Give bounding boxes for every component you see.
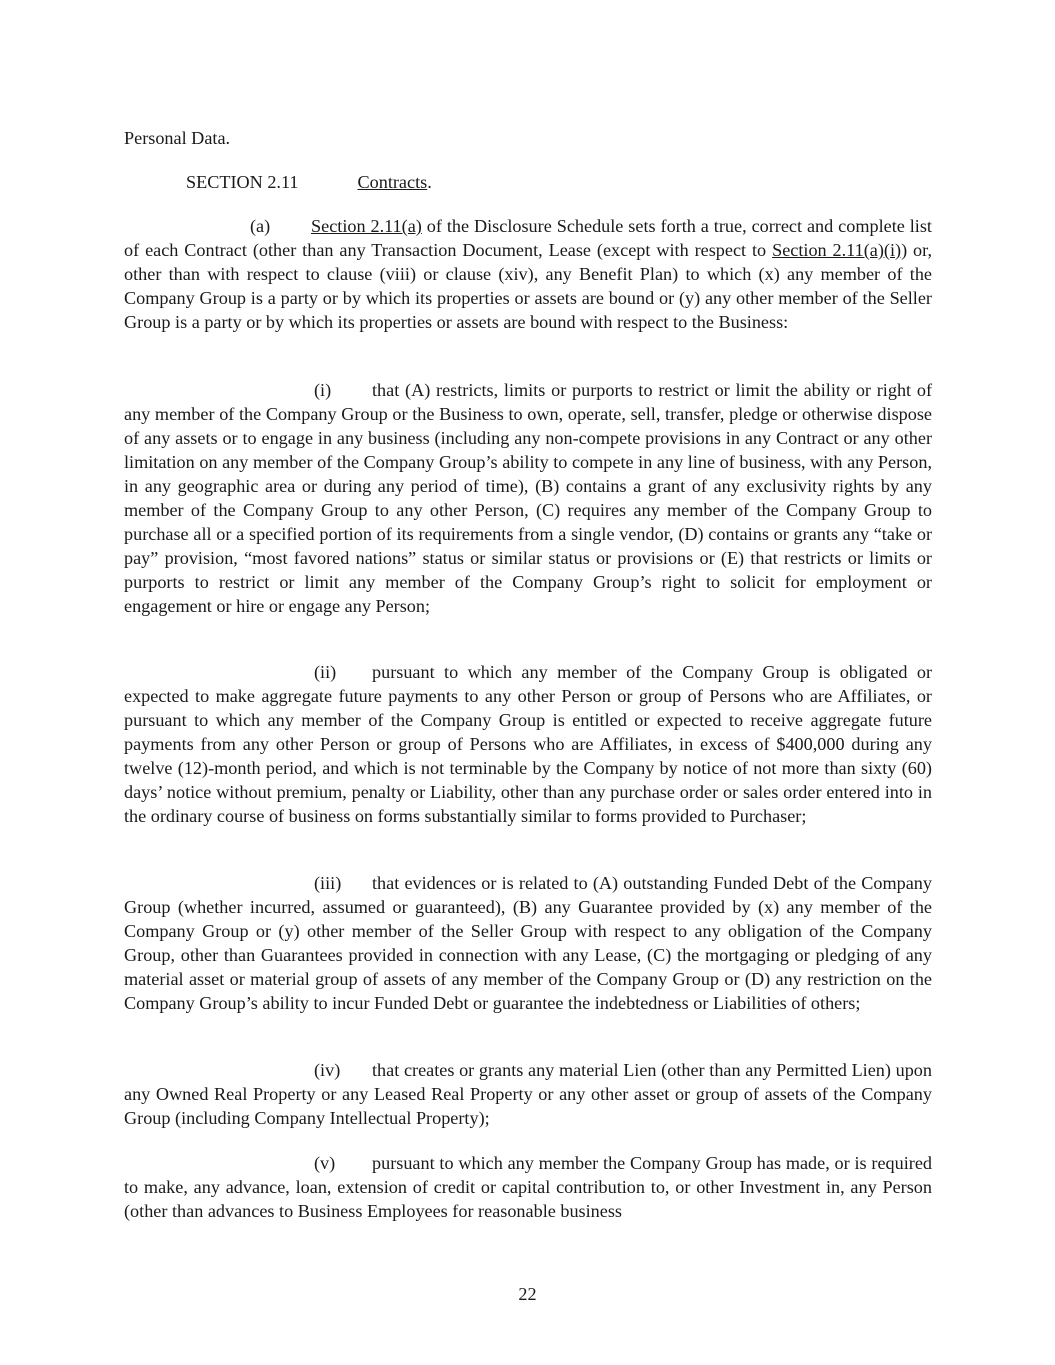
paragraph-a-text-1: of the Disclosure Schedule sets forth a true, correct and complete list of each Contract (other than any Transaction Document, Lease (except with respect to <box>124 216 932 260</box>
clause-iv-number: (iv) <box>314 1060 341 1080</box>
clause-i <box>124 378 932 618</box>
clause-iv-text: that creates or grants any material Lien (other than any Permitted Lien) upon any Owned Real Property or any Leased Real Property or any other asset or group of assets of the Company Group (including Company Intellectual Property); <box>124 1060 932 1128</box>
section-ref-2-11-a-i: Section 2.11(a)(i) <box>772 240 902 260</box>
section-number: SECTION 2.11 <box>186 172 299 192</box>
clause-ii-text: pursuant to which any member of the Company Group is obligated or expected to make aggregate future payments to any other Person or group of Persons who are Affiliates, or pursuant to which any member of the Company Group is entitled or expected to receive aggregate future payments from any other Person or group of Persons who are Affiliates, in excess of $400,000 during any twelve (12)-month period, and which is not terminable by the Company by notice of not more than sixty (60) days’ notice without premium, penalty or Liability, other than any purchase order or sales order entered into in the ordinary course of business on forms substantially similar to forms provided to Purchaser; <box>124 662 932 826</box>
clause-iii-number: (iii) <box>314 873 342 893</box>
paragraph-a-text-2: ) or, other than with respect to clause (viii) or clause (xiv), any Benefit Plan) to which (x) any member of the Company Group is a party or by which its properties or assets are bound or (y) any other member of the Seller Group is a party or by which its properties or assets are bound with respect to the Business: <box>124 240 933 332</box>
clause-v-text: pursuant to which any member the Company Group has made, or is required to make, any advance, loan, extension of credit or capital contribution to, or other Investment in, any Person (other than advances to Business Employees for reasonable business <box>124 1153 932 1221</box>
page-number: 22 <box>518 1284 537 1304</box>
clause-v <box>124 1151 932 1223</box>
clause-iii <box>124 871 932 1015</box>
section-title: Contracts <box>357 172 428 192</box>
section-heading <box>186 170 432 194</box>
section-ref-2-11-a: Section 2.11(a) <box>311 216 422 236</box>
section-title-end: . <box>427 172 432 192</box>
paragraph-a-number: (a) <box>250 216 271 236</box>
clause-ii-number: (ii) <box>314 662 337 682</box>
clause-ii <box>124 660 932 828</box>
paragraph-a <box>124 214 932 334</box>
clause-i-text: that (A) restricts, limits or purports to restrict or limit the ability or right of any member of the Company Group or the Business to own, operate, sell, transfer, pledge or otherwise dispose of any assets or to engage in any business (including any non-compete provisions in any Contract or any other limitation on any member of the Company Group’s ability to compete in any line of business, with any Person, in any geographic area or during any period of time), (B) contains a grant of any exclusivity rights by any member of the Company Group to any other Person, (C) requires any member of the Company Group to purchase all or a specified portion of its requirements from a single vendor, (D) contains or grants any “take or pay” provision, “most favored nations” status or similar status or provisions or (E) that restricts or limits or purports to restrict or limit any member of the Company Group’s right to solicit for employment or engagement or hire or engage any Person; <box>124 380 932 616</box>
clause-iv <box>124 1058 932 1130</box>
intro-text: Personal Data. <box>124 128 231 148</box>
clause-iii-text: that evidences or is related to (A) outstanding Funded Debt of the Company Group (whether incurred, assumed or guaranteed), (B) any Guarantee provided by (x) any member of the Company Group or (y) other member of the Seller Group with respect to any obligation of the Company Group, other than Guarantees provided in connection with any Lease, (C) the mortgaging or pledging of any material asset or material group of assets of any member of the Company Group or (D) any restriction on the Company Group’s ability to incur Funded Debt or guarantee the indebtedness or Liabilities of others; <box>124 873 932 1013</box>
clause-i-number: (i) <box>314 380 332 400</box>
clause-v-number: (v) <box>314 1153 336 1173</box>
